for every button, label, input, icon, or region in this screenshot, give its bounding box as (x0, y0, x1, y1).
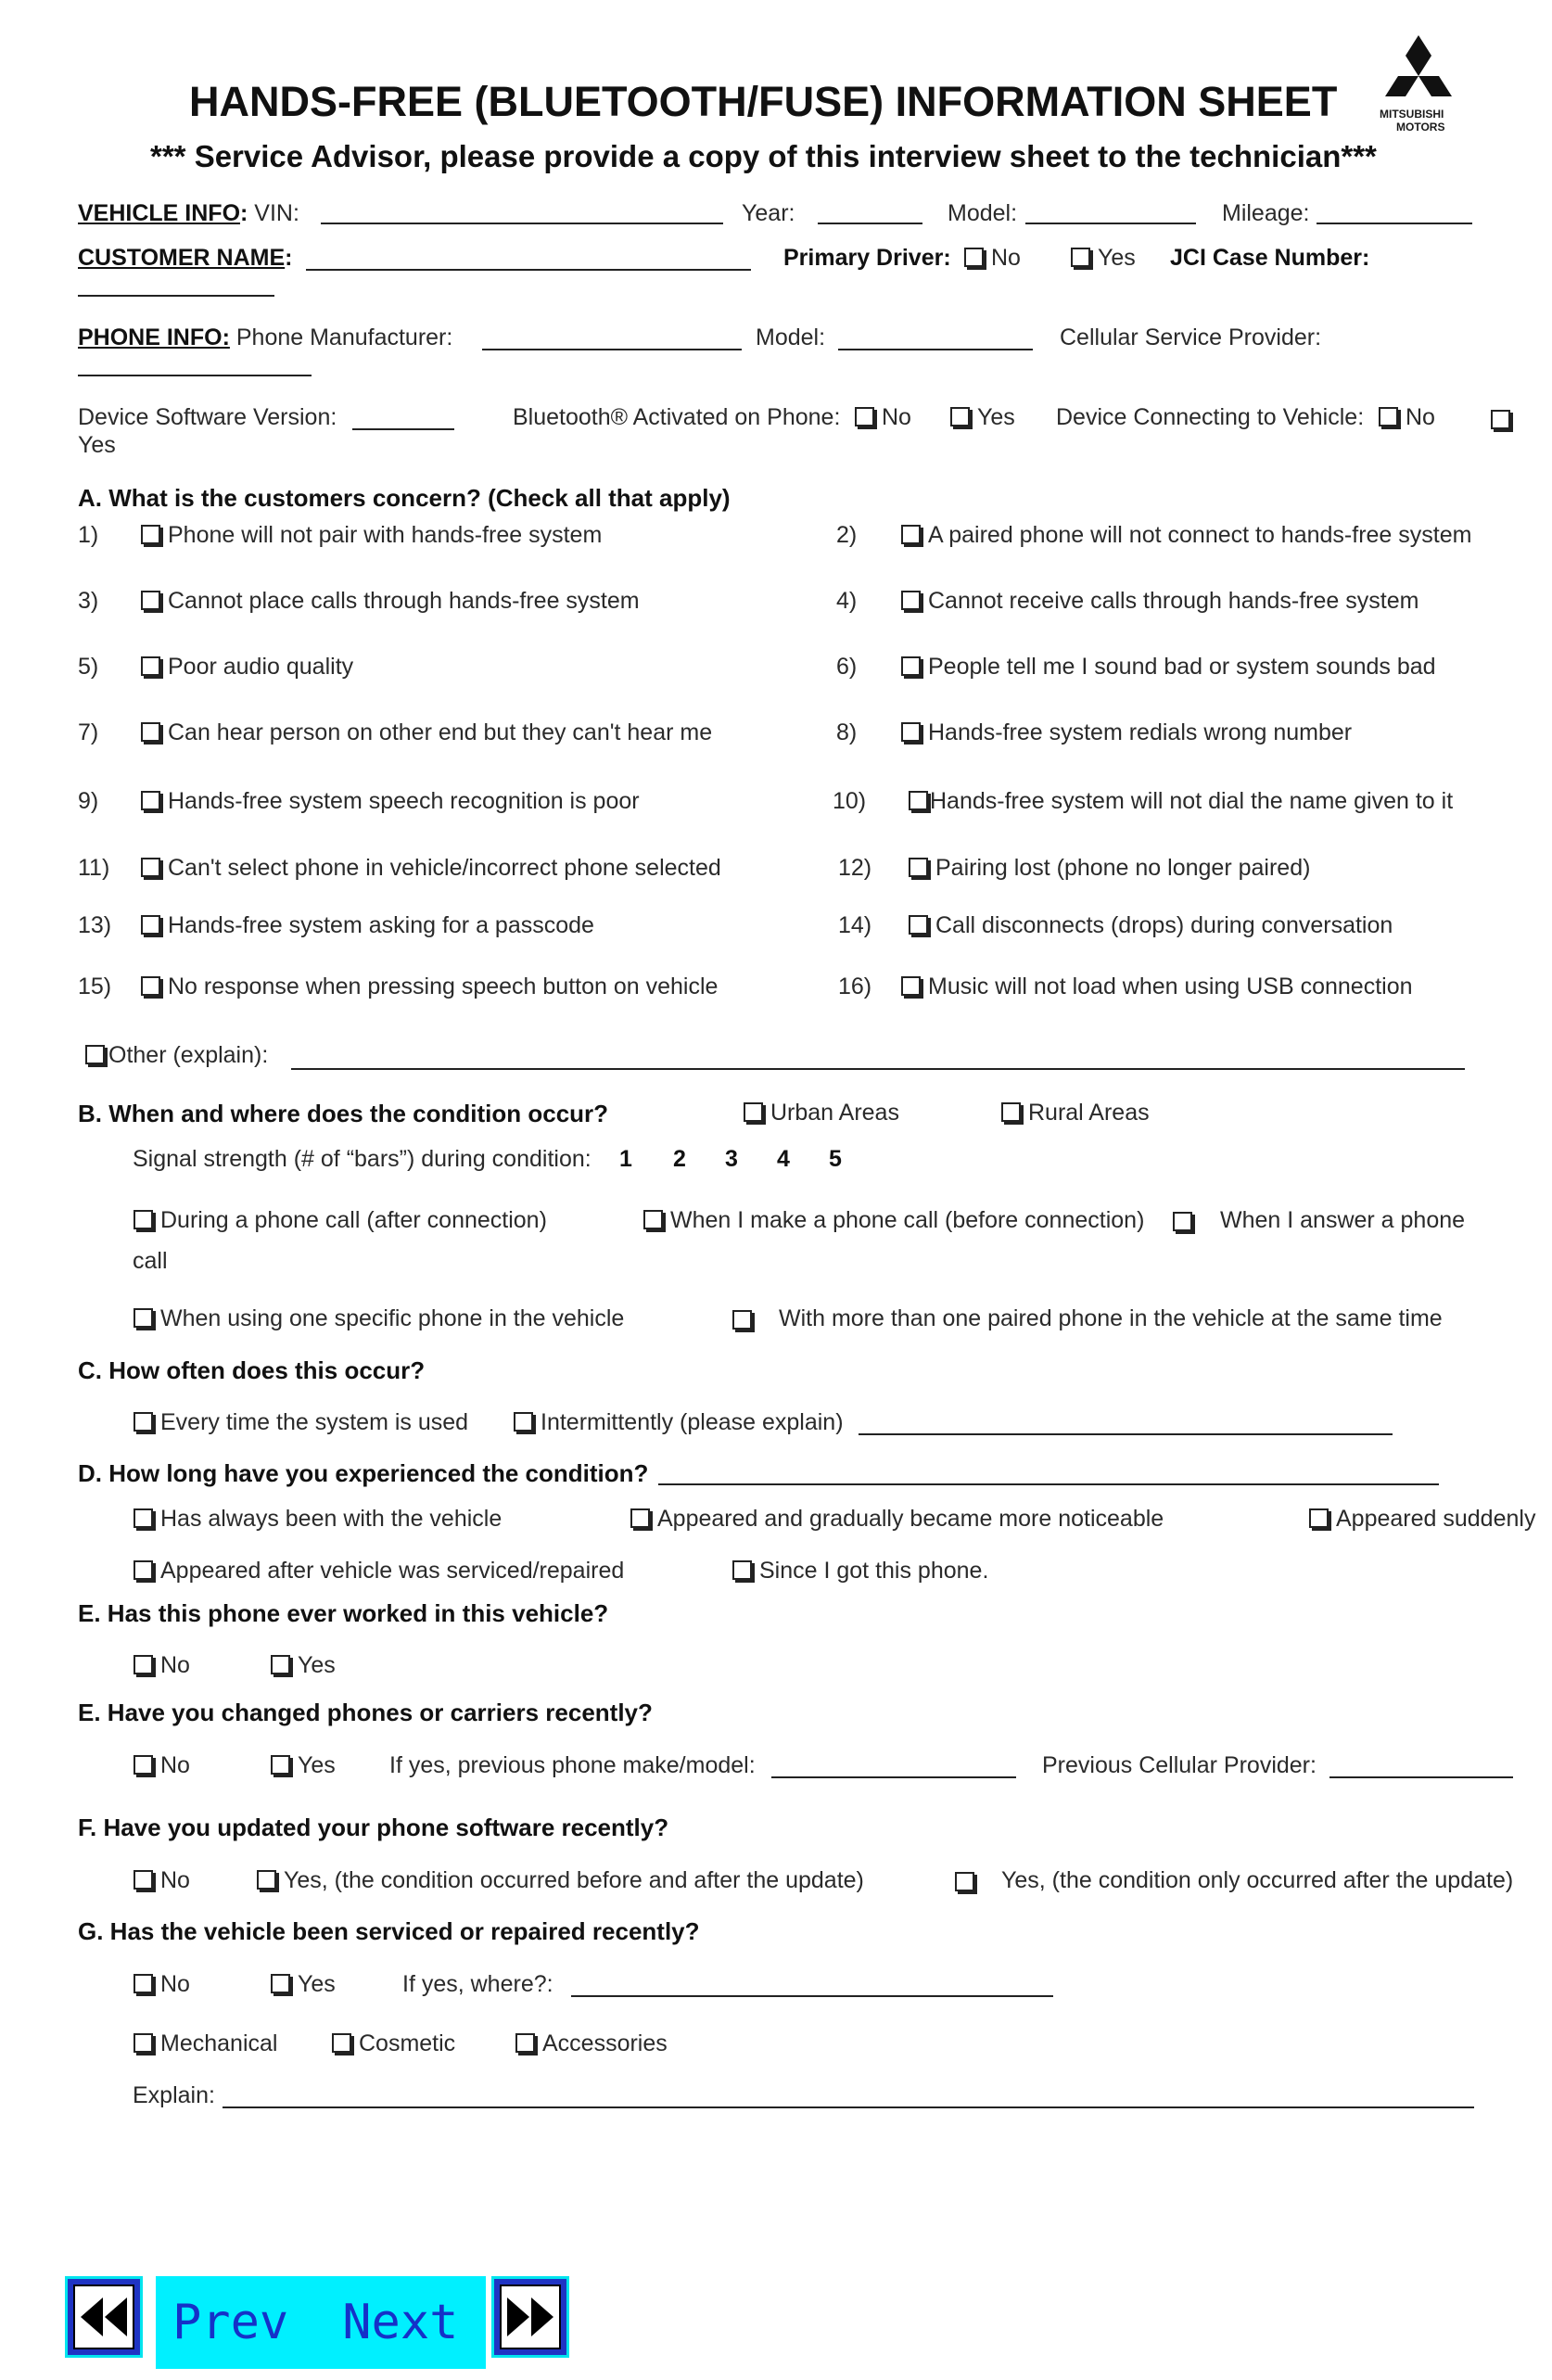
software-version-field[interactable] (352, 428, 454, 430)
jci-case-label: JCI Case Number: (1170, 245, 1370, 271)
checkbox-icon[interactable] (1309, 1508, 1329, 1528)
next-link[interactable]: Next (342, 2295, 459, 2350)
no-label: No (1406, 404, 1435, 430)
signal-bar-4[interactable]: 4 (777, 1146, 790, 1172)
yes-label: Yes (1098, 245, 1136, 271)
concern-num: 15) (78, 974, 112, 999)
software-version-label: Device Software Version: (78, 404, 337, 430)
make-call-label: When I make a phone call (before connection) (670, 1207, 1145, 1233)
prev-next-bar (156, 2276, 486, 2369)
concern-num: 2) (836, 522, 858, 548)
concern-item[interactable] (141, 588, 640, 615)
concern-item[interactable] (141, 522, 602, 549)
checkbox-icon[interactable] (271, 1655, 290, 1674)
checkbox-icon[interactable] (141, 591, 160, 610)
concern-item[interactable] (901, 719, 1352, 746)
checkbox-icon[interactable] (141, 525, 160, 544)
intermittently-option[interactable] (514, 1409, 844, 1436)
serviced-yes-option[interactable] (271, 1971, 336, 1998)
explain-label: Explain: (133, 2082, 215, 2108)
changed-no-option[interactable] (134, 1752, 190, 1779)
concern-item[interactable] (909, 912, 1393, 939)
other-explain-field[interactable] (291, 1068, 1465, 1070)
section-f-heading: F. Have you updated your phone software recently? (78, 1814, 669, 1841)
primary-driver-no[interactable] (964, 245, 1021, 272)
updated-after-checkbox[interactable] (955, 1872, 974, 1891)
section-b-heading: B. When and where does the condition occur? (78, 1100, 609, 1127)
after-service-option[interactable] (134, 1558, 624, 1585)
checkbox-icon[interactable] (141, 656, 160, 676)
concern-text: Can't select phone in vehicle/incorrect phone selected (168, 855, 721, 881)
concern-item[interactable] (141, 788, 640, 815)
phone-model-field[interactable] (838, 349, 1033, 350)
concern-text: Pairing lost (phone no longer paired) (935, 855, 1311, 881)
concern-item[interactable] (901, 588, 1418, 615)
section-d-heading: D. How long have you experienced the condition? (78, 1459, 649, 1487)
mileage-field[interactable] (1317, 223, 1472, 224)
specific-phone-label: When using one specific phone in the vehicle (160, 1305, 625, 1331)
every-time-label: Every time the system is used (160, 1409, 469, 1435)
concern-item[interactable] (141, 855, 721, 882)
customer-name-field[interactable] (306, 269, 751, 271)
checkbox-icon[interactable] (141, 722, 160, 742)
gradually-label: Appeared and gradually became more noticeable (657, 1506, 1164, 1532)
checkbox-icon[interactable] (732, 1560, 752, 1580)
checkbox-icon[interactable] (901, 976, 921, 996)
checkbox-icon[interactable] (85, 1045, 105, 1064)
no-label: No (882, 404, 911, 430)
updated-after-label: Yes, (the condition only occurred after the update) (1001, 1867, 1514, 1893)
during-call-label: During a phone call (after connection) (160, 1207, 547, 1233)
since-phone-label: Since I got this phone. (759, 1558, 989, 1584)
checkbox-icon[interactable] (901, 591, 921, 610)
serviced-where-label: If yes, where?: (402, 1971, 553, 1997)
checkbox-icon[interactable] (909, 858, 928, 877)
no-label: No (160, 1652, 190, 1678)
concern-text: Hands-free system redials wrong number (928, 719, 1353, 745)
checkbox-icon[interactable] (141, 791, 160, 810)
updated-no-option[interactable] (134, 1867, 190, 1894)
checkbox-icon[interactable] (134, 1508, 153, 1528)
checkbox-icon[interactable] (271, 1755, 290, 1775)
vehicle-info-label: VEHICLE INFO (78, 200, 241, 226)
answer-call-checkbox[interactable] (1173, 1212, 1192, 1231)
vehicle-info-colon: : (240, 200, 248, 226)
vin-label: VIN: (254, 200, 299, 226)
concern-item[interactable] (901, 522, 1471, 549)
mechanical-option[interactable] (134, 2030, 277, 2057)
logo-text-1: MITSUBISHI (1380, 108, 1444, 121)
prev-phone-label: If yes, previous phone make/model: (389, 1752, 756, 1778)
concern-text: Hands-free system speech recognition is poor (168, 788, 640, 814)
connecting-no[interactable] (1379, 404, 1435, 431)
serviced-no-option[interactable] (134, 1971, 190, 1998)
yes-label: Yes (977, 404, 1015, 430)
checkbox-icon[interactable] (332, 2033, 351, 2053)
last-page-button[interactable] (491, 2276, 569, 2358)
checkbox-icon[interactable] (134, 1412, 153, 1432)
urban-areas-option[interactable] (744, 1100, 899, 1126)
phone-manufacturer-label: Phone Manufacturer: (235, 325, 453, 350)
concern-num: 7) (78, 719, 99, 745)
section-e2-heading: E. Have you changed phones or carriers recently? (78, 1699, 653, 1726)
prev-provider-label: Previous Cellular Provider: (1042, 1752, 1317, 1778)
concern-text: Hands-free system asking for a passcode (168, 912, 594, 938)
other-label: Other (explain): (108, 1042, 269, 1068)
checkbox-icon[interactable] (134, 1210, 153, 1229)
accessories-option[interactable] (515, 2030, 668, 2057)
concern-item[interactable] (141, 974, 718, 1000)
section-c-heading: C. How often does this occur? (78, 1356, 426, 1384)
page-subtitle: *** Service Advisor, please provide a copy of this interview sheet to the technician*** (150, 139, 1377, 173)
section-e1-heading: E. Has this phone ever worked in this vehicle? (78, 1599, 609, 1627)
answer-call-label-2: call (133, 1248, 168, 1274)
concern-num: 13) (78, 912, 112, 938)
concern-text: Cannot receive calls through hands-free system (928, 588, 1419, 614)
checkbox-icon[interactable] (744, 1102, 763, 1122)
intermittently-field[interactable] (859, 1433, 1393, 1435)
checkbox-icon[interactable] (141, 915, 160, 935)
concern-num: 5) (78, 654, 99, 680)
since-phone-option[interactable] (732, 1558, 988, 1585)
device-connecting-label: Device Connecting to Vehicle: (1056, 404, 1365, 430)
checkbox-icon[interactable] (909, 791, 928, 810)
phone-model-label: Model: (756, 325, 826, 350)
bluetooth-no[interactable] (855, 404, 911, 431)
always-label: Has always been with the vehicle (160, 1506, 502, 1532)
checkbox-icon[interactable] (134, 1974, 153, 1993)
concern-text: Music will not load when using USB connection (928, 974, 1413, 999)
concern-num: 14) (838, 912, 872, 938)
explain-field[interactable] (223, 2106, 1474, 2108)
cosmetic-label: Cosmetic (359, 2030, 456, 2056)
year-label: Year: (742, 200, 795, 226)
concern-text: No response when pressing speech button on vehicle (168, 974, 719, 999)
checkbox-icon[interactable] (901, 656, 921, 676)
signal-bar-1[interactable]: 1 (619, 1146, 632, 1172)
page-title: HANDS-FREE (BLUETOOTH/FUSE) INFORMATION SHEET (189, 78, 1338, 125)
concern-text: Hands-free system will not dial the name given to it (930, 788, 1454, 814)
concern-item[interactable] (909, 788, 1453, 815)
signal-strength-label: Signal strength (# of “bars”) during condition: (133, 1146, 592, 1172)
prev-link[interactable]: Prev (172, 2295, 289, 2350)
prev-phone-field[interactable] (771, 1776, 1016, 1778)
mechanical-label: Mechanical (160, 2030, 278, 2056)
condition-duration-field[interactable] (658, 1483, 1439, 1485)
checkbox-icon[interactable] (1071, 248, 1090, 267)
fast-forward-icon (503, 2294, 557, 2340)
primary-driver-yes[interactable] (1071, 245, 1136, 272)
customer-name-colon: : (285, 245, 293, 271)
concern-item[interactable] (141, 912, 594, 939)
no-label: No (160, 1867, 190, 1893)
serviced-where-field[interactable] (571, 1995, 1053, 1997)
concern-num: 10) (833, 788, 867, 814)
worked-yes-option[interactable] (271, 1652, 336, 1679)
signal-bar-2[interactable]: 2 (673, 1146, 686, 1172)
signal-bar-3[interactable]: 3 (725, 1146, 738, 1172)
changed-yes-option[interactable] (271, 1752, 336, 1779)
model-field[interactable] (1025, 223, 1196, 224)
checkbox-icon[interactable] (643, 1210, 663, 1229)
checkbox-icon[interactable] (515, 2033, 535, 2053)
checkbox-icon[interactable] (141, 976, 160, 996)
phone-manufacturer-field[interactable] (482, 349, 742, 350)
after-service-label: Appeared after vehicle was serviced/repaired (160, 1558, 625, 1584)
suddenly-option[interactable] (1309, 1506, 1535, 1533)
concern-item[interactable] (909, 855, 1310, 882)
no-label: No (160, 1752, 190, 1778)
concern-text: People tell me I sound bad or system sounds bad (928, 654, 1436, 680)
concern-num: 9) (78, 788, 99, 814)
section-g-heading: G. Has the vehicle been serviced or repaired recently? (78, 1917, 700, 1945)
checkbox-icon[interactable] (901, 722, 921, 742)
yes-label: Yes (298, 1652, 336, 1678)
concern-num: 3) (78, 588, 99, 614)
yes-label: Yes (298, 1752, 336, 1778)
before-after-label: Yes, (the condition occurred before and after the update) (284, 1867, 864, 1893)
checkbox-icon[interactable] (134, 1560, 153, 1580)
concern-num: 11) (78, 855, 110, 881)
checkbox-icon[interactable] (134, 1755, 153, 1775)
phone-info-label: PHONE INFO: (78, 325, 230, 350)
jci-case-field[interactable] (78, 295, 274, 297)
rewind-icon (77, 2294, 131, 2340)
concern-item[interactable] (901, 974, 1413, 1000)
concern-num: 4) (836, 588, 858, 614)
concern-num: 12) (838, 855, 872, 881)
concern-text: Can hear person on other end but they can't hear me (168, 719, 713, 745)
first-page-button[interactable] (65, 2276, 143, 2358)
cellular-provider-field[interactable] (78, 375, 312, 376)
checkbox-icon[interactable] (630, 1508, 650, 1528)
bluetooth-activated-label: Bluetooth® Activated on Phone: (513, 404, 841, 430)
accessories-label: Accessories (542, 2030, 668, 2056)
connecting-yes-checkbox[interactable] (1491, 410, 1510, 429)
checkbox-icon[interactable] (964, 248, 984, 267)
concern-text: Call disconnects (drops) during conversation (935, 912, 1393, 938)
mileage-label: Mileage: (1222, 200, 1310, 226)
updated-before-after-option[interactable] (257, 1867, 864, 1894)
prev-provider-field[interactable] (1329, 1776, 1513, 1778)
checkbox-icon[interactable] (1379, 407, 1398, 426)
concern-num: 16) (838, 974, 872, 999)
model-label: Model: (948, 200, 1018, 226)
vin-field[interactable] (321, 223, 723, 224)
worked-no-option[interactable] (134, 1652, 190, 1679)
other-explain[interactable] (85, 1042, 268, 1069)
no-label: No (160, 1971, 190, 1997)
specific-phone-option[interactable] (134, 1305, 624, 1332)
more-than-one-checkbox[interactable] (732, 1310, 752, 1330)
checkbox-icon[interactable] (950, 407, 970, 426)
logo-text-2: MOTORS (1396, 121, 1445, 134)
section-a-heading: A. What is the customers concern? (Check all that apply) (78, 484, 731, 512)
checkbox-icon[interactable] (909, 915, 928, 935)
suddenly-label: Appeared suddenly (1336, 1506, 1536, 1532)
checkbox-icon[interactable] (514, 1412, 533, 1432)
checkbox-icon[interactable] (134, 1870, 153, 1890)
mitsubishi-diamonds-icon (1372, 35, 1465, 109)
checkbox-icon[interactable] (134, 1655, 153, 1674)
concern-text: A paired phone will not connect to hands-free system (928, 522, 1472, 548)
customer-name-label: CUSTOMER NAME (78, 245, 286, 271)
checkbox-icon[interactable] (901, 525, 921, 544)
checkbox-icon[interactable] (134, 2033, 153, 2053)
urban-label: Urban Areas (770, 1100, 899, 1126)
checkbox-icon[interactable] (134, 1308, 153, 1328)
concern-text: Phone will not pair with hands-free system (168, 522, 603, 548)
concern-num: 8) (836, 719, 858, 745)
bluetooth-yes[interactable] (950, 404, 1015, 431)
gradually-option[interactable] (630, 1506, 1164, 1533)
make-call-option[interactable] (643, 1207, 1144, 1234)
mitsubishi-logo (1372, 35, 1465, 137)
answer-call-label: When I answer a phone (1220, 1207, 1466, 1233)
yes-label: Yes (298, 1971, 336, 1997)
cellular-provider-label: Cellular Service Provider: (1060, 325, 1322, 350)
concern-text: Poor audio quality (168, 654, 354, 680)
more-than-one-label: With more than one paired phone in the vehicle at the same time (779, 1305, 1443, 1331)
concern-text: Cannot place calls through hands-free system (168, 588, 640, 614)
intermittently-label: Intermittently (please explain) (541, 1409, 844, 1435)
concern-item[interactable] (901, 654, 1436, 681)
primary-driver-label: Primary Driver: (783, 245, 951, 271)
connecting-yes-label: Yes (78, 432, 116, 458)
every-time-option[interactable] (134, 1409, 468, 1436)
rural-areas-option[interactable] (1001, 1100, 1150, 1126)
checkbox-icon[interactable] (271, 1974, 290, 1993)
checkbox-icon[interactable] (1001, 1102, 1021, 1122)
year-field[interactable] (818, 223, 922, 224)
no-label: No (991, 245, 1021, 271)
checkbox-icon[interactable] (257, 1870, 276, 1890)
concern-item[interactable] (141, 719, 712, 746)
rural-label: Rural Areas (1028, 1100, 1150, 1126)
during-call-option[interactable] (134, 1207, 547, 1234)
cosmetic-option[interactable] (332, 2030, 455, 2057)
always-option[interactable] (134, 1506, 502, 1533)
signal-bar-5[interactable]: 5 (829, 1146, 842, 1172)
concern-item[interactable] (141, 654, 353, 681)
checkbox-icon[interactable] (855, 407, 874, 426)
checkbox-icon[interactable] (141, 858, 160, 877)
concern-num: 6) (836, 654, 858, 680)
concern-num: 1) (78, 522, 99, 548)
